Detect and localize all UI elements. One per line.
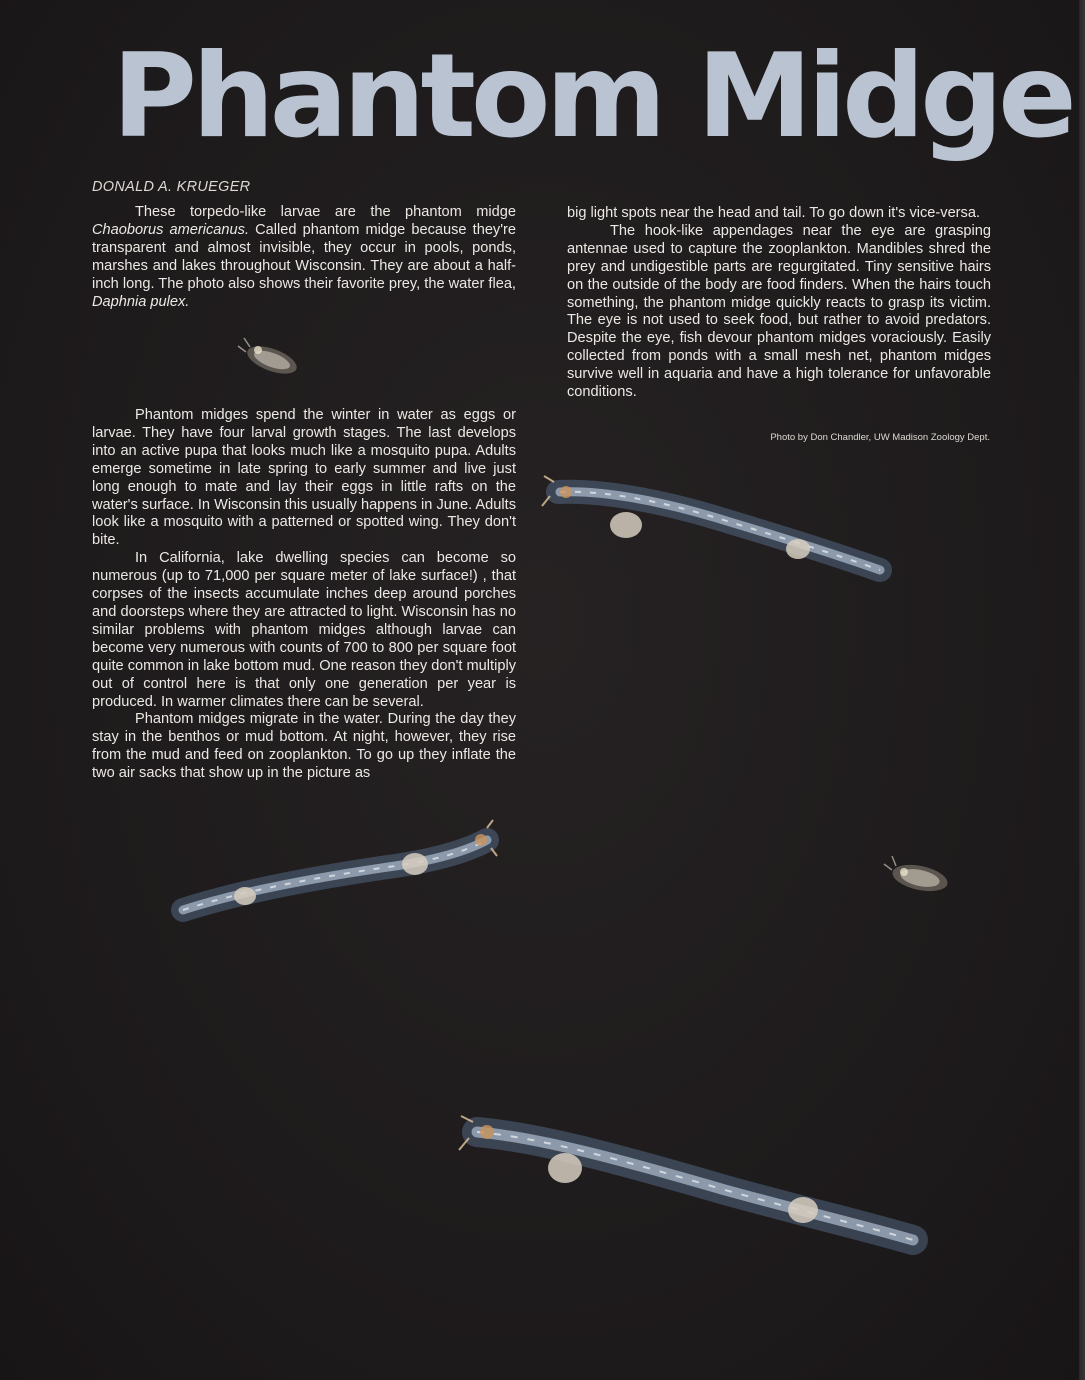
author-byline: DONALD A. KRUEGER (92, 179, 251, 195)
intro-text-1: These torpedo-like larvae are the phantom midge (135, 204, 516, 220)
intro-paragraph (92, 204, 516, 311)
water-flea-illustration (882, 854, 956, 902)
paragraph-anatomy: The hook-like appendages near the eye are grasping antennae used to capture the zooplankton. Mandibles shred the prey and undigestible parts are regurgitated. Tiny sensitive hairs on the outside of the body are food finders. When the hairs touch something, the phantom midge quickly reacts to grasp its victim. The eye is not used to seek food, but rather to avoid predators. Despite the eye, fish devour phantom midges voraciously. Easily collected from ponds with a small mesh net, phantom midges survive well in aquaria and have a high tolerance for unfavorable conditions. (567, 222, 991, 401)
phantom-midge-larva-illustration (540, 470, 890, 580)
right-body-column (567, 205, 991, 402)
intro-text-2: Called phantom midge because they're transparent and almost invisible, they occur in pools, ponds, marshes and lakes throughout Wisconsin. They are about a half-inch long. The photo also shows their favorite prey, the water flea, (92, 221, 516, 292)
paragraph-california: In California, lake dwelling species can become so numerous (up to 71,000 per square meter of lake surface!) , that corpses of the insects accumulate inches deep around porches and doorsteps where they are attracted to light. Wisconsin has no similar problems with phantom midges although larvae can become very numerous with counts of 700 to 800 per square foot quite common in lake bottom mud. One reason they don't multiply out of control here is that only one generation per year is produced. In warmer climates there can be several. (92, 550, 516, 710)
paragraph-continued: big light spots near the head and tail. To go down it's vice-versa. (567, 205, 981, 221)
water-flea-illustration (236, 334, 308, 384)
prey-name: Daphnia pulex. (92, 293, 190, 310)
paragraph-migration: Phantom midges migrate in the water. During the day they stay in the benthos or mud bottom. At night, however, they rise from the mud and feed on zooplankton. To go up they inflate the two air sacks that show up in the picture as (92, 711, 516, 782)
page-title: Phantom Midge (112, 29, 1072, 164)
paragraph-winter: Phantom midges spend the winter in water as eggs or larvae. They have four larval growth stages. The last develops into an active pupa that looks much like a mosquito pupa. Adults emerge sometime in late spring to early summer and live just long enough to mate and lay their eggs in little rafts on the water's surface. In Wisconsin this usually happens in June. Adults look like a mosquito with a patterned or spotted wing. They don't bite. (92, 407, 516, 549)
intro-column (92, 204, 516, 311)
page-edge (1079, 0, 1085, 1380)
phantom-midge-larva-illustration (455, 1108, 925, 1258)
photo-credit: Photo by Don Chandler, UW Madison Zoology Dept. (770, 432, 990, 443)
species-name: Chaoborus americanus. (92, 221, 249, 238)
phantom-midge-larva-illustration (175, 818, 500, 918)
left-body-column (92, 407, 516, 783)
